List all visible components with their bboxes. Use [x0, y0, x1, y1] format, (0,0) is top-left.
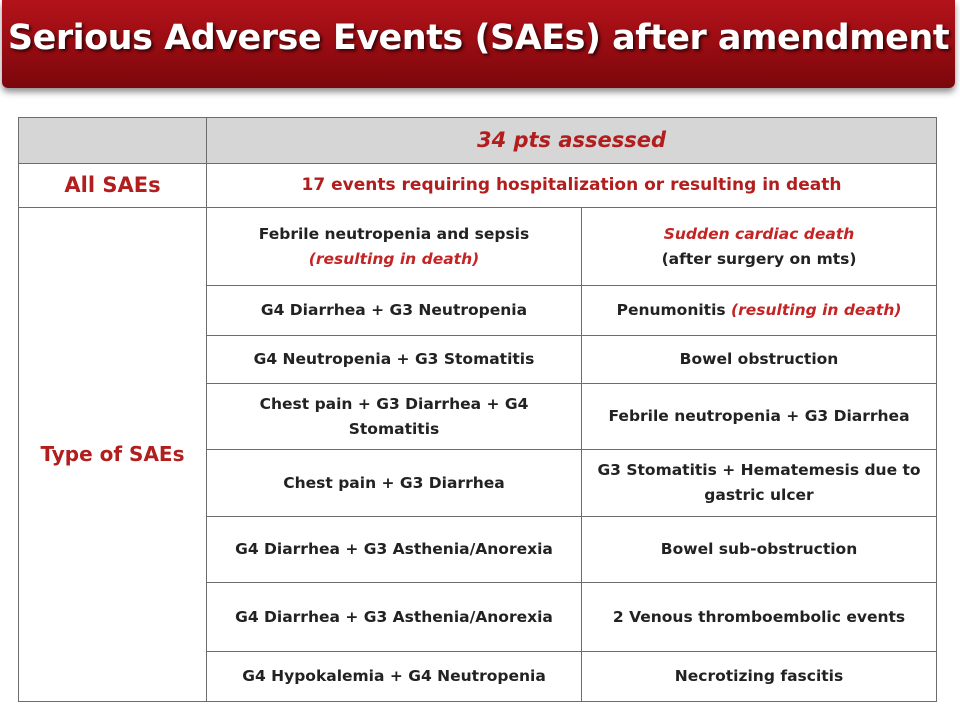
right-event-cell: [582, 286, 937, 336]
right-event-cell: [582, 208, 937, 286]
header-empty-cell: [19, 118, 207, 164]
event-note: (resulting in death): [731, 301, 902, 319]
left-event-cell: Chest pain + G3 Diarrhea + G4 Stomatitis: [207, 384, 582, 450]
right-event-cell: G3 Stomatitis + Hematemesis due to gastric ulcer: [582, 450, 937, 517]
event-text: Penumonitis: [616, 301, 726, 319]
event-note: (after surgery on mts): [661, 249, 857, 268]
event-text: Febrile neutropenia and sepsis: [258, 224, 530, 243]
event-text: Sudden cardiac death: [663, 224, 855, 243]
left-event-cell: G4 Hypokalemia + G4 Neutropenia: [207, 652, 582, 702]
left-event-cell: Chest pain + G3 Diarrhea: [207, 450, 582, 517]
right-event-cell: Bowel sub-obstruction: [582, 517, 937, 583]
right-event-cell: Febrile neutropenia + G3 Diarrhea: [582, 384, 937, 450]
all-saes-label: All SAEs: [19, 164, 207, 208]
left-event-cell: [207, 208, 582, 286]
left-event-cell: G4 Diarrhea + G3 Asthenia/Anorexia: [207, 517, 582, 583]
all-saes-row: [19, 164, 937, 208]
slide-title: Serious Adverse Events (SAEs) after amendment: [7, 18, 950, 58]
event-note: (resulting in death): [308, 249, 480, 268]
right-event-cell: 2 Venous thromboembolic events: [582, 583, 937, 652]
all-saes-value: 17 events requiring hospitalization or resulting in death: [207, 164, 937, 208]
table-row: [19, 208, 937, 286]
header-row: [19, 118, 937, 164]
left-event-cell: G4 Diarrhea + G3 Asthenia/Anorexia: [207, 583, 582, 652]
sae-table: [18, 117, 937, 702]
title-banner: [2, 0, 955, 88]
assessed-header: 34 pts assessed: [207, 118, 937, 164]
left-event-cell: G4 Diarrhea + G3 Neutropenia: [207, 286, 582, 336]
right-event-cell: Bowel obstruction: [582, 336, 937, 384]
right-event-cell: Necrotizing fascitis: [582, 652, 937, 702]
left-event-cell: G4 Neutropenia + G3 Stomatitis: [207, 336, 582, 384]
type-of-saes-label: Type of SAEs: [19, 208, 207, 702]
